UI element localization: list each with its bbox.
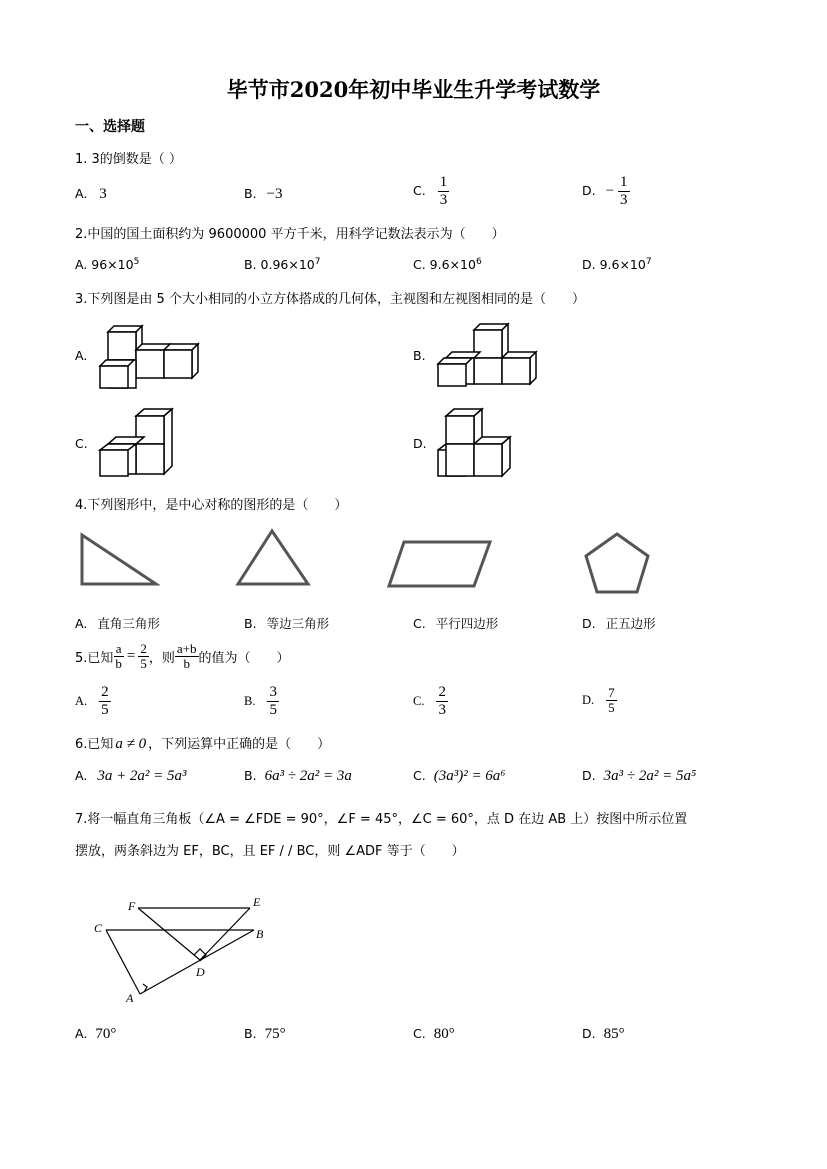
q5-option-c[interactable] bbox=[413, 684, 448, 719]
q6-option-d[interactable] bbox=[582, 768, 696, 785]
q4-figure-parallelogram bbox=[386, 538, 496, 590]
option-label: B. bbox=[244, 616, 257, 631]
q2-option-c[interactable] bbox=[413, 257, 482, 272]
segment-ED bbox=[200, 908, 250, 960]
q3-option-b-label[interactable]: B. bbox=[413, 348, 426, 363]
condition-expr: a ≠ 0 bbox=[115, 736, 147, 752]
q7-option-c[interactable] bbox=[413, 1026, 455, 1043]
segment-CA bbox=[106, 930, 140, 994]
stem-text: 的值为（ ） bbox=[198, 651, 290, 666]
label-F: F bbox=[128, 899, 136, 913]
denominator: 3 bbox=[439, 192, 448, 208]
q3-option-d-label[interactable]: D. bbox=[413, 436, 427, 451]
option-text: 直角三角形 bbox=[97, 616, 160, 631]
label-C: C bbox=[94, 921, 103, 935]
option-label: C. bbox=[413, 183, 426, 198]
fraction bbox=[436, 684, 448, 719]
question-7-stem-line-2: 摆放，两条斜边为 EF，BC，且 EF / / BC，则 ∠ADF 等于（ ） bbox=[75, 844, 465, 859]
q4-figure-equilateral-triangle bbox=[234, 528, 314, 588]
option-value: −3 bbox=[266, 186, 283, 202]
option-value: 80° bbox=[433, 1026, 455, 1042]
numerator: 2 bbox=[101, 684, 109, 700]
fraction bbox=[618, 174, 630, 209]
segment-FD bbox=[138, 908, 200, 960]
fraction-a-plus-b-over-b bbox=[175, 642, 199, 671]
option-label: C. bbox=[413, 616, 426, 631]
q7-option-d[interactable] bbox=[582, 1026, 625, 1043]
option-label: D. bbox=[582, 693, 595, 707]
q3-option-c-figure bbox=[96, 406, 186, 480]
q7-option-a[interactable] bbox=[75, 1026, 116, 1043]
exponent: 7 bbox=[645, 257, 652, 267]
q6-option-b[interactable] bbox=[244, 768, 352, 785]
numerator: 1 bbox=[620, 174, 628, 190]
minus-sign: − bbox=[605, 183, 615, 199]
q3-option-a-figure bbox=[96, 320, 206, 392]
option-value: 70° bbox=[95, 1026, 117, 1042]
denominator: b bbox=[183, 656, 190, 671]
segment-AB bbox=[140, 930, 254, 994]
q3-option-c-label[interactable]: C. bbox=[75, 436, 88, 451]
option-text: A. 96×10 bbox=[75, 257, 134, 273]
numerator: 2 bbox=[438, 684, 446, 700]
q6-option-a[interactable] bbox=[75, 768, 187, 785]
q2-option-a[interactable] bbox=[75, 257, 139, 272]
option-label: A. bbox=[75, 768, 88, 783]
question-4-stem: 4.下列图形中，是中心对称的图形的是（ ） bbox=[75, 498, 348, 513]
fraction bbox=[99, 684, 111, 719]
option-expr: (3a³)² = 6a⁶ bbox=[433, 768, 506, 784]
option-label: C. bbox=[413, 694, 425, 708]
option-label: B. bbox=[244, 694, 256, 708]
q5-option-b[interactable] bbox=[244, 684, 279, 719]
denominator: 5 bbox=[269, 702, 277, 718]
option-value: 3 bbox=[99, 186, 107, 202]
option-text: D. 9.6×10 bbox=[582, 257, 646, 273]
q1-option-b[interactable] bbox=[244, 186, 283, 203]
option-label: A. bbox=[75, 694, 88, 708]
denominator: 5 bbox=[101, 702, 109, 718]
option-expr: 3a³ ÷ 2a² = 5a⁵ bbox=[603, 768, 697, 784]
option-label: B. bbox=[244, 186, 257, 201]
stem-text: 6.已知 bbox=[75, 737, 114, 752]
option-label: A. bbox=[75, 616, 88, 631]
option-label: D. bbox=[582, 768, 596, 783]
q1-option-c[interactable] bbox=[413, 174, 449, 209]
label-E: E bbox=[253, 895, 261, 909]
question-3-stem: 3.下列图是由 5 个大小相同的小立方体搭成的几何体，主视图和左视图相同的是（ ） bbox=[75, 292, 585, 307]
q5-option-a[interactable] bbox=[75, 684, 111, 719]
option-text: 等边三角形 bbox=[266, 616, 330, 631]
numerator: a+b bbox=[176, 641, 197, 656]
question-5-stem bbox=[75, 642, 290, 671]
denominator: 3 bbox=[620, 192, 628, 208]
q1-option-a[interactable] bbox=[75, 186, 107, 203]
option-label: C. bbox=[413, 768, 426, 783]
q7-option-b[interactable] bbox=[244, 1026, 286, 1043]
question-6-stem bbox=[75, 733, 330, 753]
numerator: 2 bbox=[140, 641, 147, 656]
numerator: 7 bbox=[608, 685, 615, 700]
label-D: D bbox=[196, 965, 205, 979]
numerator: a bbox=[115, 641, 122, 656]
question-7-stem-line-1: 7.将一幅直角三角板（∠A = ∠FDE = 90°，∠F = 45°，∠C = 60°，点 D 在边 AB 上）按图中所示位置 bbox=[75, 812, 688, 827]
q4-figure-regular-pentagon bbox=[582, 530, 654, 598]
fraction-a-over-b bbox=[113, 642, 124, 671]
option-text: C. 9.6×10 bbox=[413, 257, 476, 273]
denominator: 5 bbox=[608, 700, 615, 715]
q4-figure-right-triangle bbox=[78, 532, 160, 588]
fraction bbox=[438, 174, 450, 209]
stem-text: ，下列运算中正确的是（ ） bbox=[148, 737, 331, 752]
option-text: 正五边形 bbox=[605, 616, 656, 631]
section-heading: 一、选择题 bbox=[75, 119, 145, 135]
q4-option-c[interactable] bbox=[413, 614, 498, 632]
option-expr: 3a + 2a² = 5a³ bbox=[97, 768, 187, 784]
q5-option-d[interactable] bbox=[582, 686, 617, 715]
question-1-stem: 1. 3的倒数是（ ） bbox=[75, 152, 182, 167]
denominator: 5 bbox=[140, 656, 147, 671]
stem-text: 5.已知 bbox=[75, 651, 114, 666]
denominator: 3 bbox=[438, 702, 446, 718]
option-label: A. bbox=[75, 1026, 88, 1041]
option-label: B. bbox=[244, 1026, 257, 1041]
equals-sign: = bbox=[126, 648, 136, 664]
denominator: b bbox=[115, 656, 122, 671]
q2-option-d[interactable] bbox=[582, 257, 652, 272]
exponent: 6 bbox=[475, 257, 482, 267]
option-value: 75° bbox=[264, 1026, 286, 1042]
option-text: B. 0.96×10 bbox=[244, 257, 315, 273]
option-label: D. bbox=[582, 1026, 596, 1041]
numerator: 1 bbox=[439, 174, 448, 190]
q4-option-b[interactable] bbox=[244, 614, 329, 632]
option-label: D. bbox=[582, 183, 596, 198]
q4-option-d[interactable] bbox=[582, 614, 656, 632]
option-text: 平行四边形 bbox=[435, 616, 499, 631]
fraction-2-over-5 bbox=[138, 642, 149, 671]
page-title: 毕节市2020年初中毕业生升学考试数学 bbox=[226, 77, 601, 102]
q3-option-b-figure bbox=[434, 320, 544, 392]
option-label: B. bbox=[244, 768, 257, 783]
q6-option-c[interactable] bbox=[413, 768, 506, 785]
question-2-stem: 2.中国的国土面积约为 9600000 平方千米，用科学记数法表示为（ ） bbox=[75, 227, 505, 242]
numerator: 3 bbox=[269, 684, 277, 700]
q1-option-d[interactable] bbox=[582, 174, 630, 209]
q4-option-a[interactable] bbox=[75, 614, 160, 632]
option-value: 85° bbox=[603, 1026, 625, 1042]
option-label: C. bbox=[413, 1026, 426, 1041]
exponent: 7 bbox=[314, 257, 321, 267]
q7-geometry-figure bbox=[88, 890, 278, 1010]
q3-option-d-figure bbox=[434, 406, 524, 480]
fraction bbox=[606, 686, 617, 715]
stem-text: ，则 bbox=[148, 651, 175, 666]
exponent: 5 bbox=[133, 257, 140, 267]
label-B: B bbox=[256, 927, 264, 941]
fraction bbox=[267, 684, 279, 719]
option-label: D. bbox=[582, 616, 596, 631]
option-expr: 6a³ ÷ 2a² = 3a bbox=[264, 768, 352, 784]
label-A: A bbox=[126, 991, 134, 1005]
q3-option-a-label[interactable]: A. bbox=[75, 348, 88, 363]
option-label: A. bbox=[75, 186, 88, 201]
q2-option-b[interactable] bbox=[244, 257, 320, 272]
